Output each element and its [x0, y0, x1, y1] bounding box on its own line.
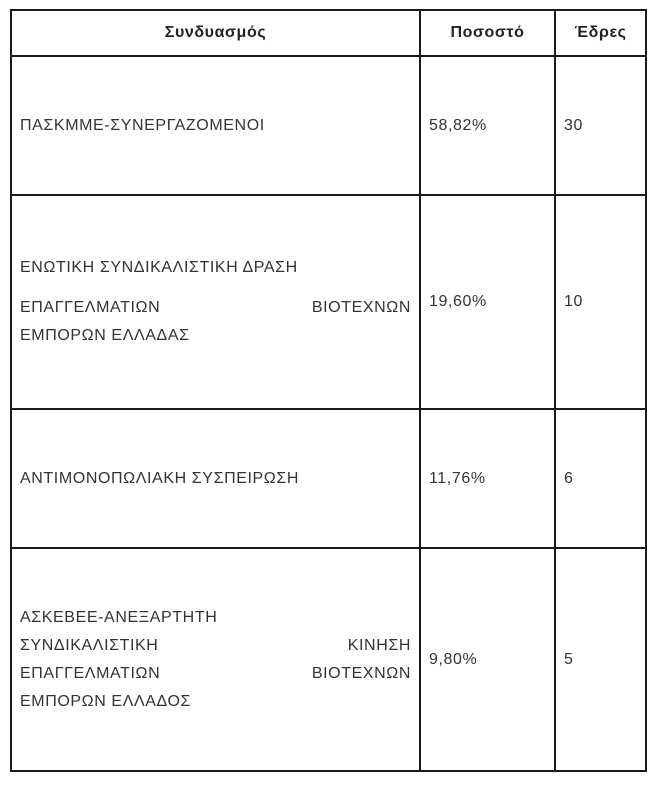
table-row [11, 56, 646, 195]
table-row [11, 409, 646, 548]
combination-cell [11, 409, 420, 548]
combination-name: ΑΝΤΙΜΟΝΟΠΩΛΙΑΚΗ ΣΥΣΠΕΙΡΩΣΗ [20, 469, 300, 487]
seats-cell: 5 [555, 548, 646, 771]
table-header-row [11, 10, 646, 56]
percentage-cell: 9,80% [420, 548, 555, 771]
percentage-cell: 19,60% [420, 195, 555, 409]
percentage-cell: 58,82% [420, 56, 555, 195]
combination-name-line: ΕΜΠΟΡΩΝ ΕΛΛΑΔΟΣ [20, 692, 192, 710]
combination-name-paragraph: ΕΝΩΤΙΚΗ ΣΥΝΔΙΚΑΛΙΣΤΙΚΗ ΔΡΑΣΗ [20, 259, 298, 276]
seats-cell: 10 [555, 195, 646, 409]
combination-name-line: ΕΠΑΓΓΕΛΜΑΤΙΩΝ ΒΙΟΤΕΧΝΩΝ [20, 299, 411, 316]
seats-cell: 30 [555, 56, 646, 195]
combination-name-line: ΕΠΑΓΓΕΛΜΑΤΙΩΝ ΒΙΟΤΕΧΝΩΝ [20, 664, 411, 682]
combination-cell [11, 548, 420, 771]
combination-cell [11, 56, 420, 195]
combination-cell [11, 195, 420, 409]
table-row [11, 548, 646, 771]
seats-cell: 6 [555, 409, 646, 548]
table-row [11, 195, 646, 409]
header-seats: Έδρες [555, 10, 646, 56]
combination-name-line: ΕΜΠΟΡΩΝ ΕΛΛΑΔΑΣ [20, 327, 190, 344]
paragraph-spacer [20, 282, 411, 294]
combination-name-line: ΣΥΝΔΙΚΑΛΙΣΤΙΚΗ ΚΙΝΗΣΗ [20, 636, 411, 654]
header-percentage: Ποσοστό [420, 10, 555, 56]
combination-name: ΠΑΣΚΜΜΕ-ΣΥΝΕΡΓΑΖΟΜΕΝΟΙ [20, 116, 265, 134]
combination-name-line: ΑΣΚΕΒΕΕ-ΑΝΕΞΑΡΤΗΤΗ [20, 608, 218, 626]
results-table [10, 9, 647, 772]
header-combination: Συνδυασμός [11, 10, 420, 56]
percentage-cell: 11,76% [420, 409, 555, 548]
